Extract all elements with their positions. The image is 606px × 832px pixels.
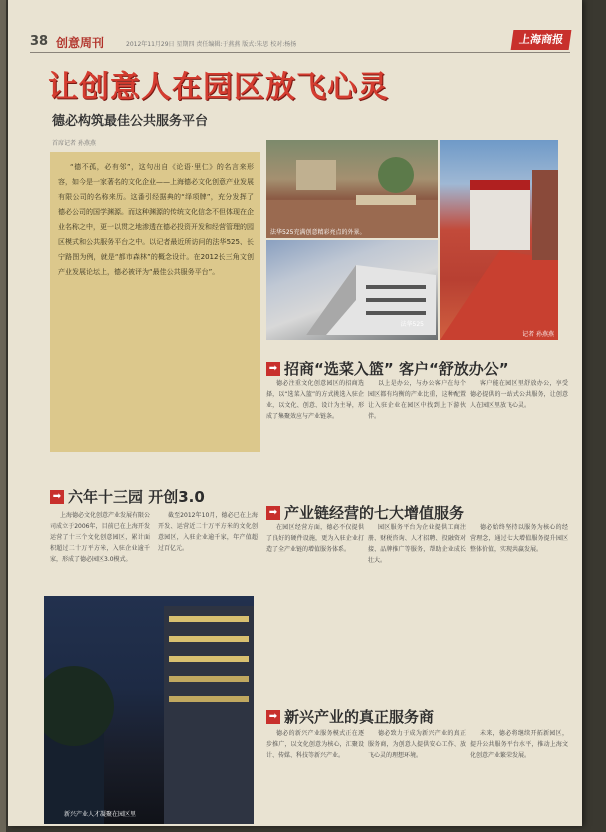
article-column: 上海德必文化创意产业发展有限公司成立于2006年，目前已在上海开发运营了十三个文化创意园区，累计面积超过二十万平方米，入驻企业逾千家，形成了德必园区3.0模式。 (50, 512, 151, 563)
subheadline: 德必构筑最佳公共服务平台 (52, 114, 209, 129)
section-heading-parks: ➡ 六年十三园 开创3.0 (50, 486, 205, 502)
page-number: 38 (30, 34, 49, 49)
article-column: 截至2012年10月，德必已在上海开发、运营近二十万平方米的文化创意园区，入驻企业逾千家，年产值超过百亿元。 (158, 512, 258, 552)
arrow-icon: ➡ (266, 710, 280, 724)
intro-text: “德不孤，必有邻”，这句出自《论语·里仁》的名言来形容，如今是一家著名的文化企业——上海德必文化创意产业发展有限公司的名称来历。这番引经据典的“绎项牌”，充分发挥了德必公司的国学渊源。而这种渊源的传统文化信念不但体现在企业名称之中，更一以贯之地渗透在德必投资开发和经营管理的园区模式和公共服务平台之中。以记者最近所访问的法华525、长宁路图为例，就是“都市森林”的概念设计。在2012长三角文创产业发展论坛上，德必被评为“最佳公共服务平台”。 (58, 163, 254, 276)
newspaper-page (8, 0, 582, 826)
photo-caption: 法华525充满创意精彩亮点的外景。 (270, 229, 366, 236)
article-column: 园区服务平台为企业提供工商注册、财税咨询、人才招聘、投融资对接、品牌推广等服务，帮助企业成长壮大。 (368, 524, 466, 564)
byline: 首席记者 孙燕燕 (52, 140, 96, 147)
section-heading-emerging: ➡ 新兴产业的真正服务商 (266, 706, 434, 722)
dateline: 2012年11月29日 星期四 责任编辑:于燕燕 版式:朱思 校对:杨扬 (126, 41, 297, 48)
photo-building (266, 240, 438, 340)
section-heading-recruit: ➡ 招商“选菜入篮” 客户“舒放办公” (266, 358, 509, 374)
photo-night-building (44, 596, 254, 824)
article-column: 以上是办公，与办公客户在每个园区都有均衡的产业比重，这种配置让入驻企业在园区中找到上下游伙伴。 (368, 380, 466, 420)
arrow-icon: ➡ (266, 506, 280, 520)
article-column: 德必致力于成为新兴产业的真正服务商，为创意人提供安心工作、放飞心灵的理想环境。 (368, 730, 466, 759)
arrow-icon: ➡ (50, 490, 64, 504)
section-heading-services: ➡ 产业链经营的七大增值服务 (266, 502, 464, 518)
headline: 让创意人在园区放飞心灵 (48, 70, 389, 105)
courtyard-illustration (266, 140, 438, 238)
article-column: 在园区经营方面，德必不仅提供了良好的硬件设施，更为入驻企业打造了全产业链的增值服务体系。 (266, 524, 364, 553)
photo-courtyard (266, 140, 438, 238)
article-column: 德必注重文化创意园区的招商选择，以“选菜入篮”的方式挑选入驻企业，以文化、创意、设计为主导，形成了集聚效应与产业链条。 (266, 380, 364, 420)
photo-credit: 记者 孙燕燕 (522, 331, 554, 338)
arrow-icon: ➡ (266, 362, 280, 376)
article-column: 客户能在园区里舒放办公，享受德必提供的一站式公共服务，让创意人在园区里放飞心灵。 (470, 380, 568, 409)
photo-street (440, 140, 558, 340)
article-column: 德必始终坚持以服务为核心的经营理念，通过七大增值服务提升园区整体价值，实现共赢发展。 (470, 524, 568, 553)
article-column: 未来，德必将继续开拓新园区，提升公共服务平台水平，推动上海文化创意产业繁荣发展。 (470, 730, 568, 759)
street-illustration (440, 140, 558, 340)
newspaper-logo: 上海商报 (511, 30, 572, 50)
page-header (30, 34, 570, 53)
photo-caption: 新兴产业人才凝聚在园区里 (64, 811, 137, 818)
article-column: 德必的新兴产业服务模式正在逐步推广，以文化创意为核心，汇聚设计、传媒、科技等新兴产业。 (266, 730, 364, 759)
photo-label: 法华525 (400, 321, 424, 328)
page-binding (0, 0, 6, 832)
section-name: 创意周刊 (56, 36, 105, 50)
night-building-illustration (44, 596, 254, 824)
